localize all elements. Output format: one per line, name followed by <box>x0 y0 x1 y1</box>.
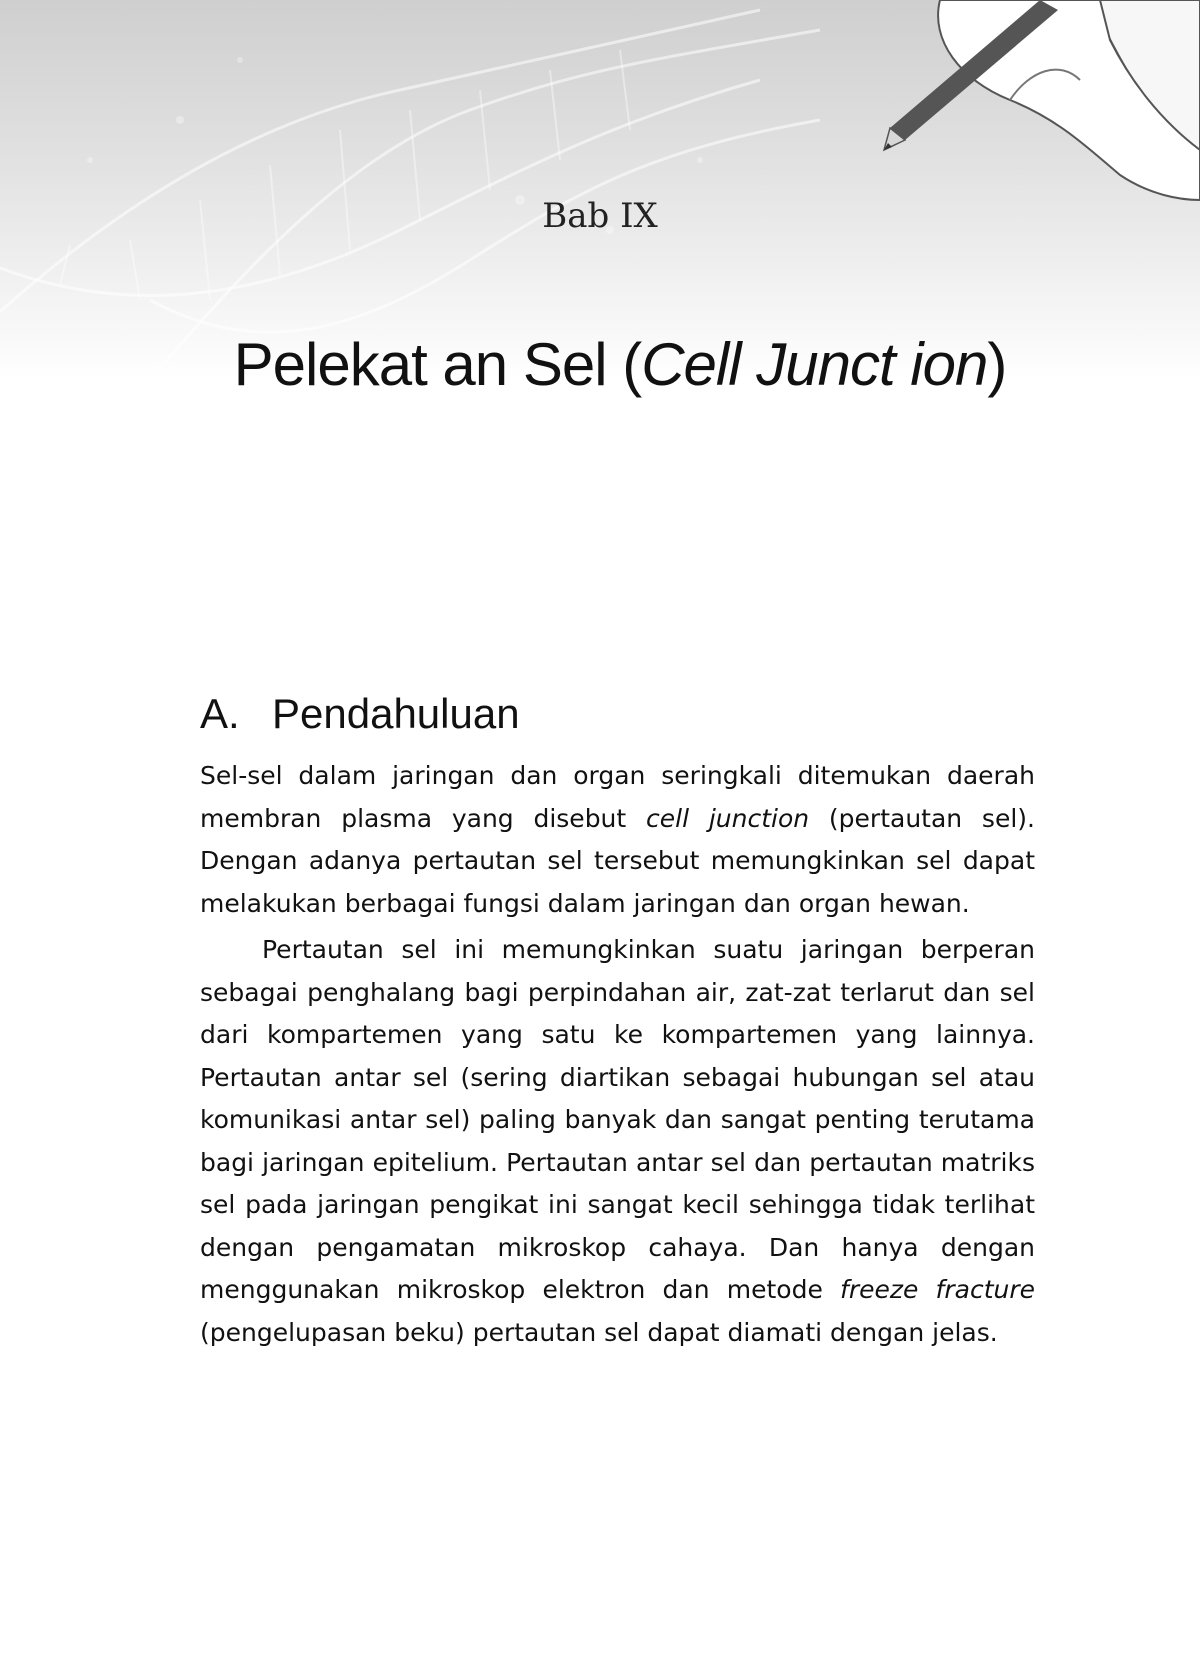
header-banner <box>0 0 1200 380</box>
hand-holding-pencil-icon <box>884 0 1200 200</box>
paragraph-1-italic: cell junction <box>646 803 810 833</box>
paragraph-2 <box>200 929 1035 1354</box>
section-heading <box>200 690 520 738</box>
body-text <box>200 755 1035 1354</box>
chapter-title-italic: Cell Junct ion <box>641 331 988 398</box>
paragraph-2-text: Pertautan sel ini memungkinkan suatu jaringan berperan sebagai penghalang bagi perpindahan air, zat-zat terlarut dan sel dari kompartemen yang satu ke kompartemen yang lainnya. Pertautan antar sel (sering diartikan sebagai hubungan sel atau komunikasi antar sel) paling banyak dan sangat penting terutama bagi jaringan epitelium. Pertautan antar sel dan pertautan matriks sel pada jaringan pengikat ini sangat kecil sehingga tidak terlihat dengan pengamatan mikroskop cahaya. Dan hanya dengan menggunakan mikroskop elektron dan metode <box>200 935 1035 1304</box>
dna-helix-icon <box>0 0 1200 380</box>
section-title: Pendahuluan <box>272 690 520 737</box>
chapter-title-close: ) <box>987 331 1007 398</box>
chapter-title <box>0 330 1200 399</box>
paragraph-1-text: Sel-sel dalam jaringan dan organ seringkali ditemukan daerah membran plasma yang disebut <box>200 761 1035 833</box>
paragraph-2-text-end: (pengelupasan beku) pertautan sel dapat diamati dengan jelas. <box>200 1317 998 1347</box>
paragraph-2-italic: freeze fracture <box>840 1275 1035 1304</box>
paragraph-1-text-end: (pertautan sel). Dengan adanya pertautan sel tersebut memungkinkan sel dapat melakukan berbagai fungsi dalam jaringan dan organ hewan. <box>200 803 1035 918</box>
section-number: A. <box>200 690 240 737</box>
chapter-title-main: Pelekat an Sel ( <box>233 331 642 398</box>
chapter-label: Bab IX <box>542 196 658 236</box>
paragraph-1 <box>200 755 1035 925</box>
